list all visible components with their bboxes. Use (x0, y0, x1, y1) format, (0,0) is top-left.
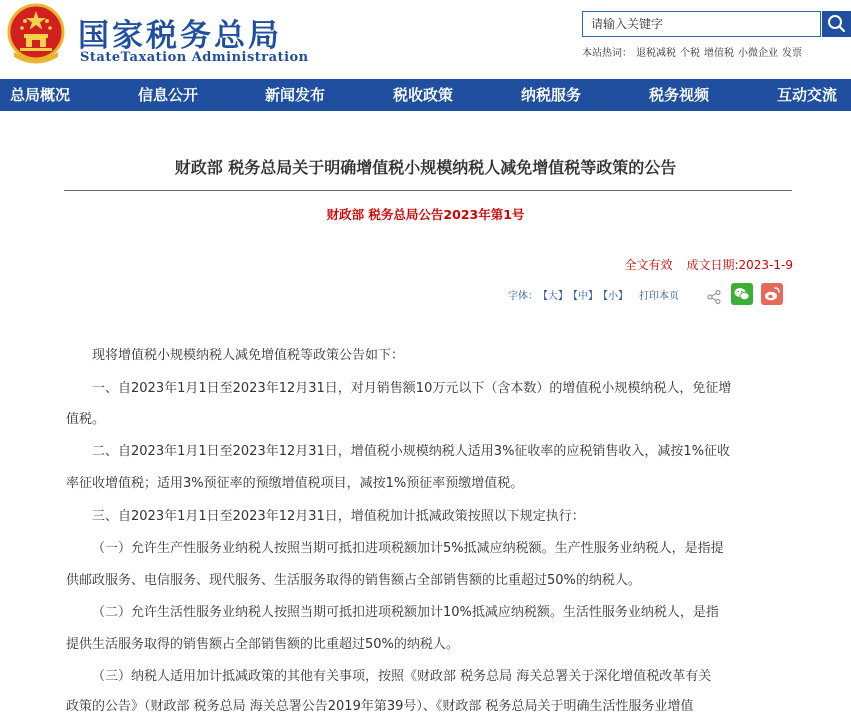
share-icon[interactable] (706, 289, 722, 305)
font-large-button[interactable]: 【大】 (543, 291, 568, 302)
site-logo-cn[interactable]: 国家税务总局 (78, 18, 282, 54)
hot-word-link[interactable]: 小微企业 (738, 48, 778, 59)
national-emblem-icon[interactable] (6, 2, 66, 66)
font-medium-button[interactable]: 【中】 (573, 291, 598, 302)
paragraph-line: 现将增值税小规模纳税人减免增值税等政策公告如下： (92, 348, 405, 363)
hot-word-link[interactable]: 退税减税 (636, 48, 676, 59)
weibo-icon (761, 283, 783, 305)
nav-item-tax-service[interactable]: 纳税服务 (521, 86, 582, 104)
search-button[interactable] (822, 11, 851, 37)
font-small-button[interactable]: 【小】 (603, 291, 628, 302)
paragraph-line: （一）允许生产性服务业纳税人按照当期可抵扣进项税额加计5%抵减应纳税额。生产性服务业纳税人，是指提 (92, 541, 724, 556)
paragraph-line: 值税。 (66, 412, 106, 427)
search-input[interactable] (583, 12, 820, 36)
wechat-share-button[interactable] (731, 283, 753, 305)
title-divider (64, 190, 792, 191)
nav-item-news[interactable]: 新闻发布 (265, 86, 326, 104)
nav-item-interaction[interactable]: 互动交流 (777, 86, 838, 104)
hot-word-link[interactable]: 个税 (680, 48, 700, 59)
site-header (0, 0, 851, 78)
wechat-icon (731, 283, 753, 305)
paragraph-line: 供邮政服务、电信服务、现代服务、生活服务取得的销售额占全部销售额的比重超过50%的纳税人。 (66, 573, 641, 588)
hot-words-label: 本站热词： (582, 48, 632, 59)
hot-word-link[interactable]: 发票 (782, 48, 802, 59)
paragraph-line: （三）纳税人适用加计抵减政策的其他有关事项，按照《财政部 税务总局 海关总署关于深化增值税改革有关 (92, 669, 712, 684)
article-meta (624, 256, 793, 273)
document-number: 财政部 税务总局公告2023年第1号 (326, 207, 525, 222)
main-nav (0, 79, 851, 111)
hot-words (582, 44, 806, 59)
nav-item-tax-video[interactable]: 税务视频 (649, 86, 710, 104)
search-icon (822, 11, 851, 37)
hot-word-link[interactable]: 增值税 (704, 48, 734, 59)
search-box (582, 11, 821, 37)
site-logo-en[interactable]: StateTaxation Administration (80, 50, 309, 65)
paragraph-line: 三、自2023年1月1日至2023年12月31日，增值税加计抵减政策按照以下规定执行： (92, 509, 585, 524)
article-title: 财政部 税务总局关于明确增值税小规模纳税人减免增值税等政策的公告 (174, 158, 677, 177)
paragraph-line: 一、自2023年1月1日至2023年12月31日，对月销售额10万元以下（含本数）的增值税小规模纳税人，免征增 (92, 381, 732, 396)
issue-date: 2023-1-9 (738, 258, 793, 272)
paragraph-line: 二、自2023年1月1日至2023年12月31日，增值税小规模纳税人适用3%征收率的应税销售收入，减按1%征收 (92, 444, 731, 459)
font-size-label: 字体： (508, 291, 538, 302)
nav-item-overview[interactable]: 总局概况 (10, 86, 71, 104)
validity-status: 全文有效 (624, 258, 673, 272)
paragraph-line: （二）允许生活性服务业纳税人按照当期可抵扣进项税额加计10%抵减应纳税额。生活性服务业纳税人，是指 (92, 605, 719, 620)
print-button[interactable]: 打印本页 (639, 291, 679, 302)
date-label: 成文日期: (686, 258, 739, 272)
paragraph-line: 政策的公告》（财政部 税务总局 海关总署公告2019年第39号）、《财政部 税务总局关于明确生活性服务业增值 (66, 699, 694, 714)
article-tools (508, 290, 684, 304)
paragraph-line: 率征收增值税；适用3%预征率的预缴增值税项目，减按1%预征率预缴增值税。 (66, 476, 524, 491)
weibo-share-button[interactable] (761, 283, 783, 305)
paragraph-line: 提供生活服务取得的销售额占全部销售额的比重超过50%的纳税人。 (66, 637, 459, 652)
nav-item-tax-policy[interactable]: 税收政策 (393, 86, 454, 104)
nav-item-info-disclosure[interactable]: 信息公开 (138, 86, 199, 104)
